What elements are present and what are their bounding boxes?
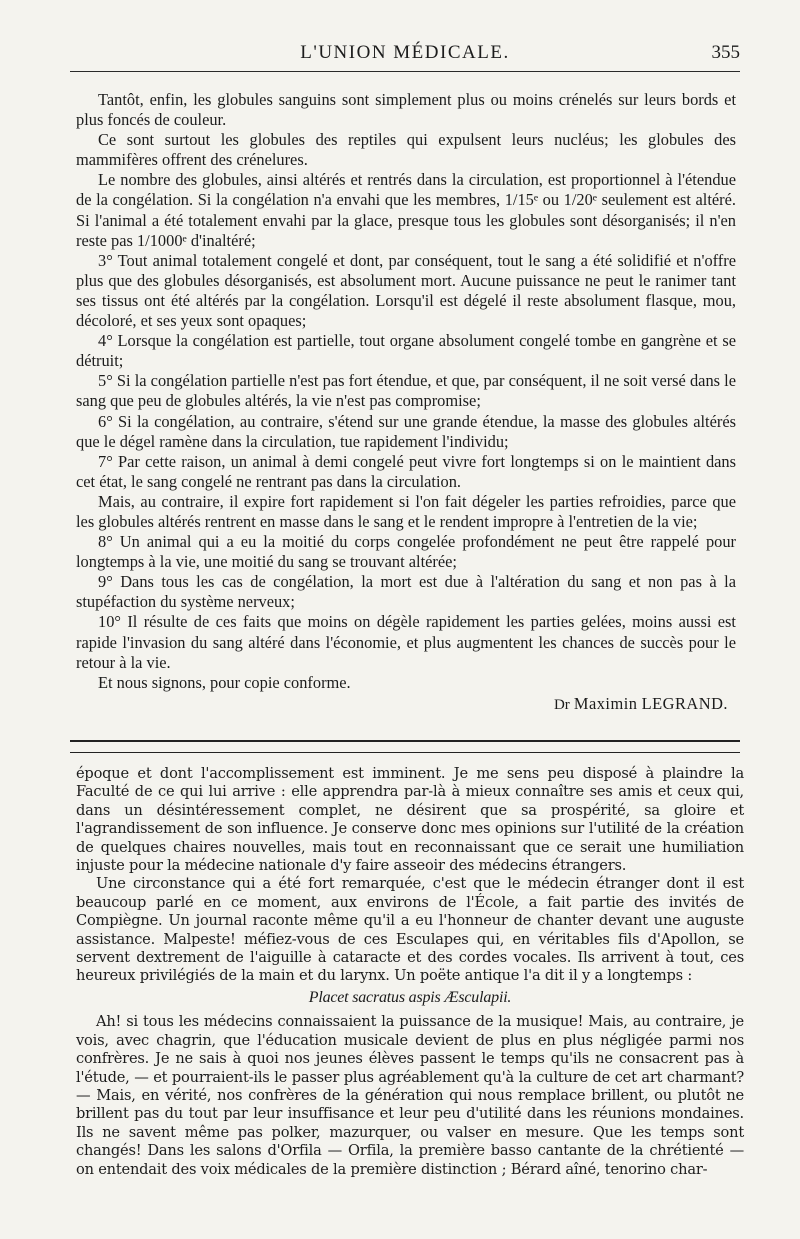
article-paragraph: Mais, au contraire, il expire fort rapidement si l'on fait dégeler les parties refroidies, parce que les globules altérés rentrent en masse dans le sang et le rendent impropre à l'entretien de la vie; — [76, 491, 736, 531]
article-body — [76, 90, 736, 715]
feuilleton-paragraph: époque et dont l'accomplissement est imminent. Je me sens peu disposé à plaindre la Faculté de ce qui lui arrive : elle apprendra par-là à mieux connaître ses amis et ceux qui, dans un désintéressement complet, ne désirent que sa prospérité, sa gloire et l'agrandissement de son influence. Je conserve donc mes opinions sur l'utilité de la création de quelques chaires nouvelles, mais tout en reconnaissant que ce serait une humiliation injuste pour la médecine nationale d'y faire asseoir des médecins étrangers. — [76, 765, 744, 875]
article-paragraph: 7° Par cette raison, un animal à demi congelé peut vivre fort longtemps si on le maintient dans cet état, le sang congelé ne rentrant pas dans la circulation. — [76, 451, 736, 491]
article-paragraph: 6° Si la congélation, au contraire, s'étend sur une grande étendue, la masse des globules altérés que le dégel ramène dans la circulation, tue rapidement l'individu; — [76, 411, 736, 451]
feuilleton-body — [76, 765, 744, 1179]
article-paragraph: 10° Il résulte de ces faits que moins on dégèle rapidement les parties gelées, moins aussi est rapide l'invasion du sang altéré dans l'économie, et plus augmentent les chances de succès pour le retour à la vie. — [76, 612, 736, 672]
running-header — [70, 38, 740, 72]
article-paragraph: 8° Un animal qui a eu la moitié du corps congelée profondément ne peut être rappelé pour longtemps à la vie, une moitié du sang se trouvant altérée; — [76, 532, 736, 572]
latin-quotation: Placet sacratus aspis Æsculapii. — [308, 988, 512, 1006]
feuilleton-paragraph: Ah! si tous les médecins connaissaient la puissance de la musique! Mais, au contraire, je vois, avec chagrin, que l'éducation musicale devient de plus en plus négligée parmi nos confrères. Je ne sais à quoi nos jeunes élèves passent le temps qu'ils ne consacrent pas à l'étude, — et pourraient-ils le passer plus agréablement qu'à la culture de cet art charmant? — Mais, en vérité, nos confrères de la génération qui nous remplace brillent, ou plutôt ne brillent pas du tout par leur insuffisance et leur peu d'utilité dans les réunions mondaines. Ils ne savent même pas polker, mazurquer, ou valser en mesure. Que les temps sont changés! Dans les salons d'Orfila — Orfila, la première basso cantante de la chrétienté — on entendait des voix médicales de la première distinction ; Bérard aîné, tenorino char- — [76, 1013, 744, 1178]
article-paragraph: 5° Si la congélation partielle n'est pas fort étendue, et que, par conséquent, il ne soit versé dans le sang que peu de globules altérés, la vie n'est pas compromise; — [76, 371, 736, 411]
article-paragraph: Tantôt, enfin, les globules sanguins sont simplement plus ou moins crénelés sur leurs bords et plus foncés de couleur. — [76, 90, 736, 130]
signature-last-name — [642, 694, 728, 713]
article-paragraph: Et nous signons, pour copie conforme. — [98, 672, 351, 692]
feuilleton-separator-rule — [70, 740, 740, 753]
header-rule — [70, 71, 740, 72]
article-paragraph: Le nombre des globules, ainsi altérés et rentrés dans la circulation, est proportionnel à l'étendue de la congélation. Si la congélation n'a envahi que les membres, 1/15ᵉ ou 1/20ᵉ seulement est altéré. Si l'animal a été totalement envahi par la glace, presque tous les globules sont désorganisés; il n'en reste pas 1/1000ᵉ d'inaltéré; — [76, 170, 736, 250]
page-number: 355 — [711, 42, 740, 63]
signature-title: Dr — [553, 696, 570, 713]
article-paragraph: 9° Dans tous les cas de congélation, la mort est due à l'altération du sang et non pas à la stupéfaction du système nerveux; — [76, 572, 736, 612]
running-title: L'UNION MÉDICALE. — [300, 42, 510, 63]
signature-last-initial: L — [641, 693, 653, 713]
article-paragraph: 3° Tout animal totalement congelé et dont, par conséquent, tout le sang a été solidifié et n'offre plus que des globules désorganisés, est absolument mort. Aucune puissance ne peut le ranimer tant ses tissus ont été altérés par la congélation. Lorsqu'il est dégelé il reste absolument flasque, mou, décoloré, et ses yeux sont opaques; — [76, 250, 736, 331]
article-paragraph: Ce sont surtout les globules des reptiles qui expulsent leurs nucléus; les globules des mammifères offrent des crénelures. — [76, 130, 736, 170]
article-paragraph: 4° Lorsque la congélation est partielle, tout organe absolument congelé tombe en gangrène et se détruit; — [76, 331, 736, 371]
feuilleton-paragraph: Une circonstance qui a été fort remarquée, c'est que le médecin étranger dont il est beaucoup parlé en ce moment, aux environs de l'École, a fait partie des invités de Compiègne. Un journal raconte même qu'il a eu l'honneur de chanter devant une auguste assistance. Malpeste! méfiez-vous de ces Esculapes qui, en véritables fils d'Apollon, se servent dextrement de l'aiguille à cataracte et des cordes vocales. Ils arrivent à tout, ces heureux privilégiés de la main et du larynx. Un poëte antique l'a dit il y a longtemps : — [76, 875, 744, 985]
signature — [76, 694, 736, 715]
signature-first-name: Maximin — [573, 693, 638, 713]
signature-last-rest: EGRAND. — [652, 693, 728, 713]
